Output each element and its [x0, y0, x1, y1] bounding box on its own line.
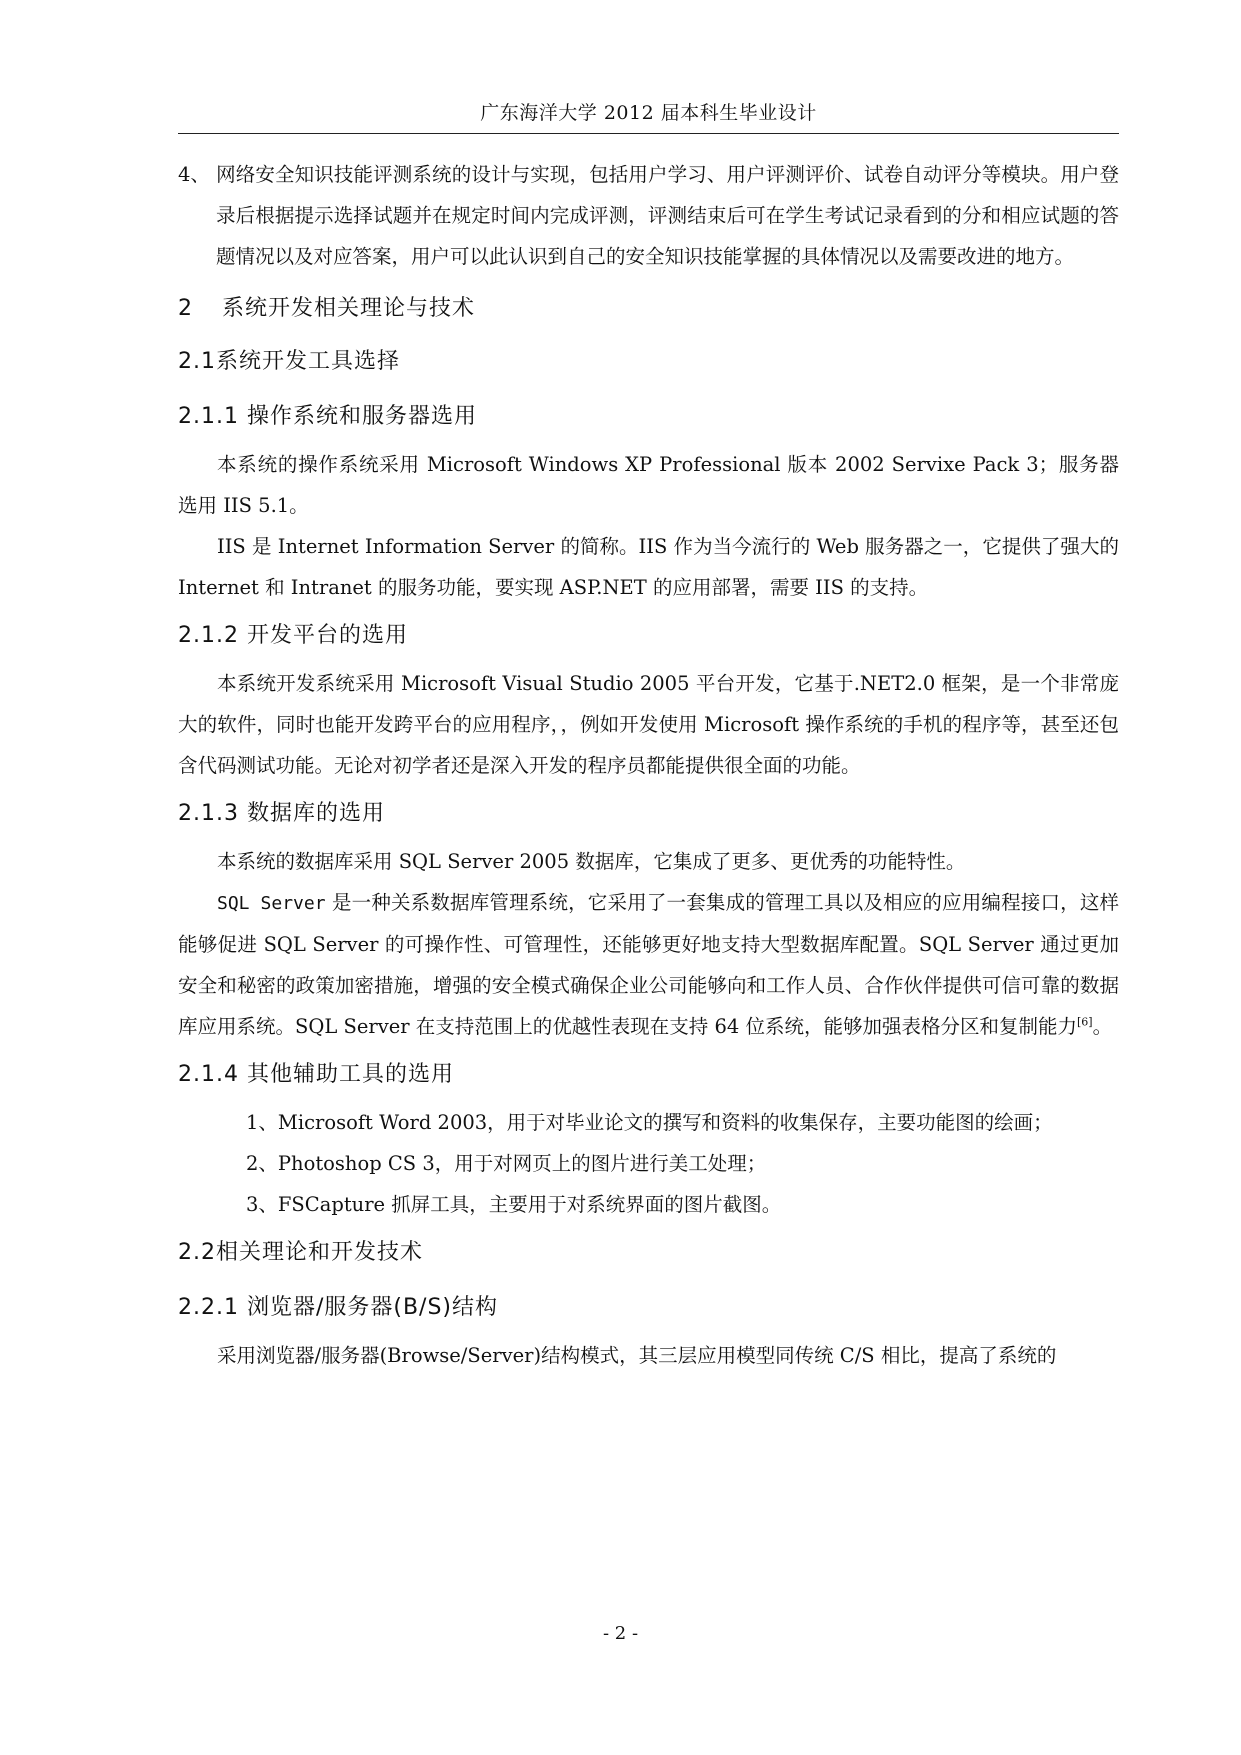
section-heading-2-1-2: 2.1.2 开发平台的选用	[178, 623, 408, 648]
tool-item-3: 3、FSCapture 抓屏工具，主要用于对系统界面的图片截图。	[246, 1193, 782, 1216]
citation-reference: [6]	[1077, 1015, 1093, 1029]
section-heading-2-1: 2.1系统开发工具选择	[178, 349, 400, 374]
running-header: 广东海洋大学 2012 届本科生毕业设计	[480, 102, 817, 124]
sql-server-text: 是一种关系数据库管理系统，它采用了一套集成的管理工具以及相应的应用编程接口，这样能够促进 SQL Server 的可操作性、可管理性，还能够更好地支持大型数据库配置。SQL Server 通过更加安全和秘密的政策加密措施，增强的安全模式确保企业公司能够向和工作人员、合作伙伴提供可信可靠的数据库应用系统。SQL Server 在支持范围上的优越性表现在支持 64 位系统，能够加强表格分区和复制能力	[178, 891, 1119, 1038]
section-number: 2	[178, 296, 193, 321]
section-heading-2-1-3: 2.1.3 数据库的选用	[178, 801, 385, 826]
paragraph-dev-platform: 本系统开发系统采用 Microsoft Visual Studio 2005 平台开发，它基于.NET2.0 框架，是一个非常庞大的软件，同时也能开发跨平台的应用程序，，例如开发使用 Microsoft 操作系统的手机的程序等，甚至还包含代码测试功能。无论对初学者还是深入开发的程序员都能提供很全面的功能。	[178, 672, 1119, 777]
paragraph-os-server: 本系统的操作系统采用 Microsoft Windows XP Professional 版本 2002 Servixe Pack 3；服务器选用 IIS 5.1。	[178, 453, 1119, 517]
list-item-number: 4、	[178, 163, 210, 186]
paragraph-database: 本系统的数据库采用 SQL Server 2005 数据库，它集成了更多、更优秀的功能特性。	[217, 850, 966, 873]
list-item-4	[178, 154, 1119, 277]
sql-server-end: 。	[1092, 1015, 1113, 1038]
section-heading-2	[178, 277, 1119, 334]
paragraph-bs-structure: 采用浏览器/服务器(Browse/Server)结构模式，其三层应用模型同传统 C/S 相比，提高了系统的	[217, 1344, 1057, 1367]
tool-item-2: 2、Photoshop CS 3，用于对网页上的图片进行美工处理；	[246, 1152, 767, 1175]
paragraph-iis: IIS 是 Internet Information Server 的简称。IIS 作为当今流行的 Web 服务器之一，它提供了强大的 Internet 和 Intranet 的服务功能，要实现 ASP.NET 的应用部署，需要 IIS 的支持。	[178, 535, 1119, 599]
header-rule	[178, 133, 1119, 134]
page-body	[178, 154, 1119, 1376]
section-heading-2-2-1: 2.2.1 浏览器/服务器(B/S)结构	[178, 1295, 499, 1320]
section-heading-2-2: 2.2相关理论和开发技术	[178, 1240, 423, 1265]
section-title: 系统开发相关理论与技术	[222, 296, 476, 321]
sql-server-lead: SQL Server	[217, 893, 326, 914]
list-item-text: 网络安全知识技能评测系统的设计与实现，包括用户学习、用户评测评价、试卷自动评分等模块。用户登录后根据提示选择试题并在规定时间内完成评测，评测结束后可在学生考试记录看到的分和相应试题的答题情况以及对应答案，用户可以此认识到自己的安全知识技能掌握的具体情况以及需要改进的地方。	[216, 163, 1119, 268]
section-heading-2-1-4: 2.1.4 其他辅助工具的选用	[178, 1062, 454, 1087]
paragraph-sql-server	[178, 882, 1119, 1047]
page-number: - 2 -	[602, 1623, 639, 1644]
tool-item-1: 1、Microsoft Word 2003，用于对毕业论文的撰写和资料的收集保存，主要功能图的绘画；	[246, 1111, 1053, 1134]
section-heading-2-1-1: 2.1.1 操作系统和服务器选用	[178, 404, 477, 429]
